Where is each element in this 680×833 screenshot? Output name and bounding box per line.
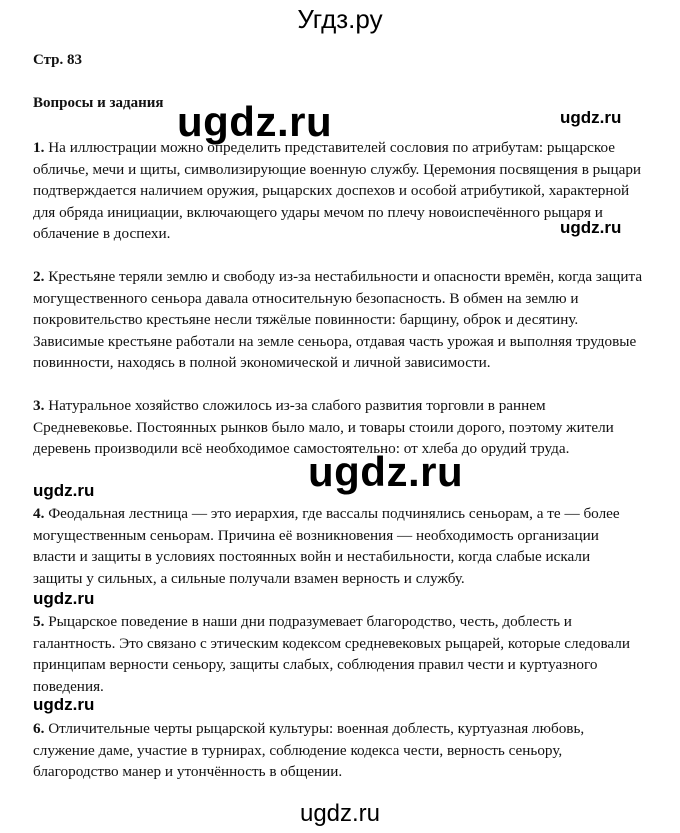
watermark-small: ugdz.ru: [33, 589, 95, 608]
watermark-small: ugdz.ru: [33, 695, 95, 714]
answer-number: 1.: [33, 139, 45, 156]
answer-text: Отличительные черты рыцарской культуры: военная доблесть, куртуазная любовь, служение даме, участие в турнирах, соблюдение кодекса чести, верность сеньору, благородство манер и утончённость в общении.: [33, 720, 585, 780]
answer-text: Феодальная лестница — это иерархия, где вассалы подчинялись сеньорам, а те — более могущественным сеньорам. Причина её возникновения — необходимость организации власти и защиты в условиях постоянных войн и нестабильности, когда слабые искали защиты у сильных, а сильные получали взамен верность и службу.: [33, 505, 620, 587]
answer-2: [33, 266, 643, 374]
watermark-small: ugdz.ru: [33, 481, 95, 500]
answer-number: 4.: [33, 505, 45, 522]
answer-6: [33, 718, 643, 783]
section-title: Вопросы и задания: [33, 95, 164, 111]
watermark-small: ugdz.ru: [560, 108, 622, 127]
answer-number: 2.: [33, 268, 45, 285]
watermark-large: ugdz.ru: [308, 448, 464, 495]
page-reference: Стр. 83: [33, 52, 83, 68]
footer-watermark: ugdz.ru: [299, 800, 381, 827]
watermark-small: ugdz.ru: [560, 218, 622, 237]
answer-text: Крестьяне теряли землю и свободу из-за нестабильности и опасности времён, когда защита могущественного сеньора давала относительную безопасность. В обмен на землю и покровительство крестьяне несли тяжёлые повинности: барщину, оброк и десятину. Зависимые крестьяне работали на земле сеньора, отдавая часть урожая и выполняя трудовые повинности, находясь в полной экономической и личной зависимости.: [33, 268, 643, 371]
answer-1: [33, 137, 643, 245]
answer-text: На иллюстрации можно определить представителей сословия по атрибутам: рыцарское обличье, мечи и щиты, символизирующие военную службу. Церемония посвящения в рыцари подтверждается наличием оружия, рыцарских доспехов и особой атрибутикой, характерной для обряда инициации, включающего удары мечом по плечу новоиспечённого рыцаря и облачение в доспехи.: [33, 139, 642, 242]
answer-4: [33, 503, 643, 589]
site-title: Угдз.ру: [297, 4, 383, 34]
answer-text: Рыцарское поведение в наши дни подразумевает благородство, честь, доблесть и галантность. Это связано с этическим кодексом средневековых рыцарей, которые следовали принципам верности сеньору, защиты слабых, соблюдения правил чести и куртуазного поведения.: [33, 613, 630, 695]
answer-text: Натуральное хозяйство сложилось из-за слабого развития торговли в раннем Средневековье. Постоянных рынков было мало, и товары стоили дорого, поэтому жители деревень производили всё необходимое самостоятельно: от хлеба до орудий труда.: [33, 397, 614, 457]
answer-number: 5.: [33, 613, 45, 630]
answer-number: 6.: [33, 720, 45, 737]
watermark-large: ugdz.ru: [177, 98, 333, 145]
answer-number: 3.: [33, 397, 45, 414]
answer-5: [33, 611, 643, 697]
